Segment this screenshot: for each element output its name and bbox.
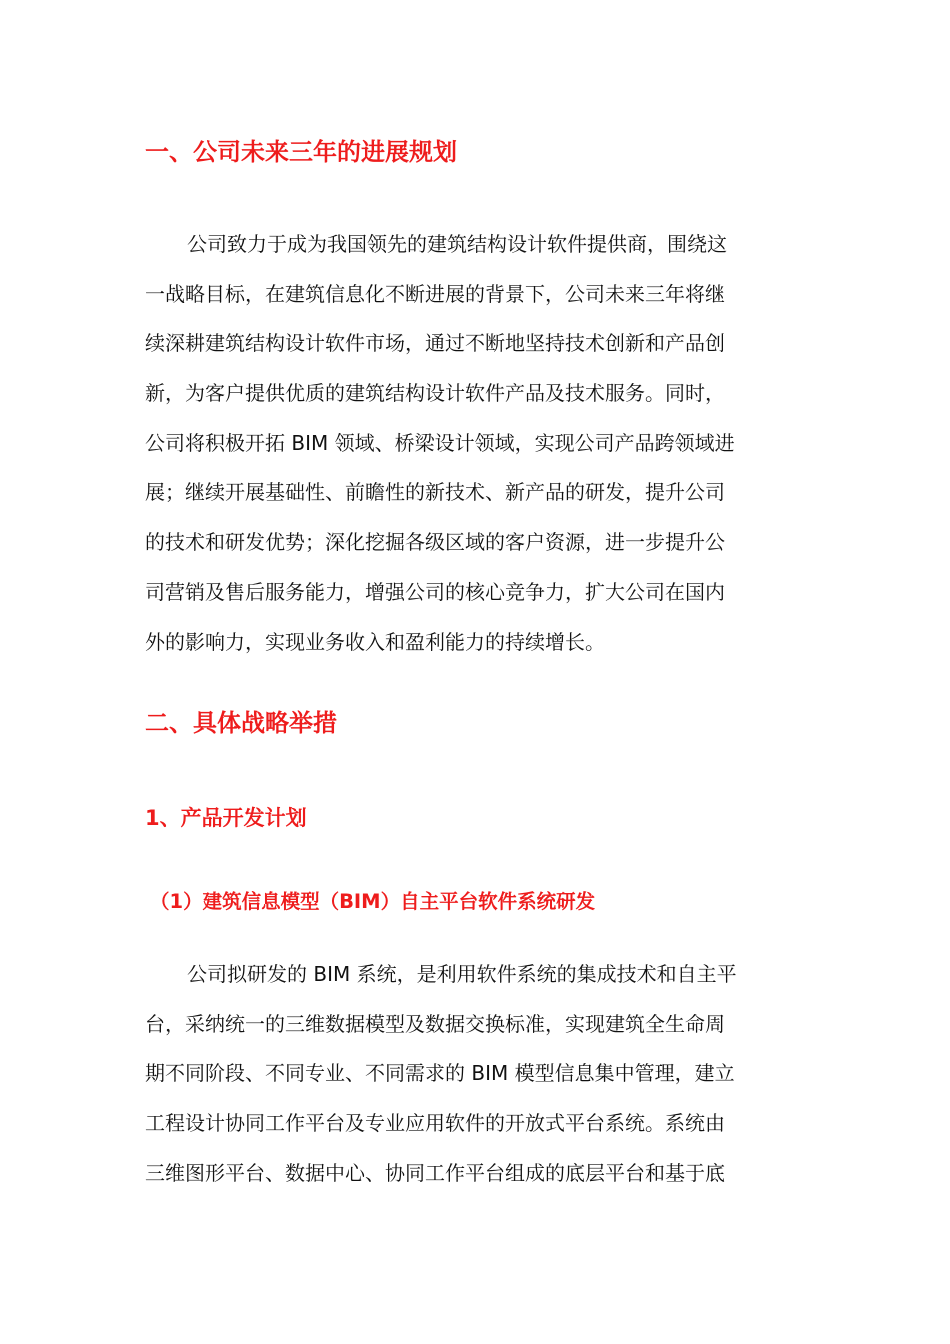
section1-paragraph xyxy=(145,220,805,667)
item-heading: （1）建筑信息模型（BIM）自主平台软件系统研发 xyxy=(150,890,596,913)
paragraph-line: 工程设计协同工作平台及专业应用软件的开放式平台系统。系统由 xyxy=(145,1111,725,1136)
section-heading-1: 一、公司未来三年的进展规划 xyxy=(145,138,457,166)
section-heading-2: 二、具体战略举措 xyxy=(145,709,337,737)
paragraph-line: 公司致力于成为我国领先的建筑结构设计软件提供商，围绕这 xyxy=(187,232,727,256)
paragraph-line: 展；继续开展基础性、前瞻性的新技术、新产品的研发，提升公司 xyxy=(145,480,725,505)
paragraph-line: 司营销及售后服务能力，增强公司的核心竞争力，扩大公司在国内 xyxy=(145,579,725,604)
paragraph-line: 期不同阶段、不同专业、不同需求的 BIM 模型信息集中管理，建立 xyxy=(145,1061,735,1086)
paragraph-line: 三维图形平台、数据中心、协同工作平台组成的底层平台和基于底 xyxy=(145,1160,725,1185)
paragraph-line: 一战略目标，在建筑信息化不断进展的背景下，公司未来三年将继 xyxy=(145,281,725,306)
subsection-heading: 1、产品开发计划 xyxy=(145,806,307,830)
item1-paragraph xyxy=(145,950,805,1198)
paragraph-line: 的技术和研发优势；深化挖掘各级区域的客户资源，进一步提升公 xyxy=(145,530,725,555)
paragraph-line: 台，采纳统一的三维数据模型及数据交换标准，实现建筑全生命周 xyxy=(145,1011,725,1036)
paragraph-line: 外的影响力，实现业务收入和盈利能力的持续增长。 xyxy=(145,629,605,654)
paragraph-line: 续深耕建筑结构设计软件市场，通过不断地坚持技术创新和产品创 xyxy=(145,331,725,356)
paragraph-line: 新，为客户提供优质的建筑结构设计软件产品及技术服务。同时， xyxy=(145,381,725,406)
paragraph-line: 公司将积极开拓 BIM 领域、桥梁设计领域，实现公司产品跨领域进 xyxy=(145,430,735,455)
paragraph-line: 公司拟研发的 BIM 系统，是利用软件系统的集成技术和自主平 xyxy=(187,962,737,986)
